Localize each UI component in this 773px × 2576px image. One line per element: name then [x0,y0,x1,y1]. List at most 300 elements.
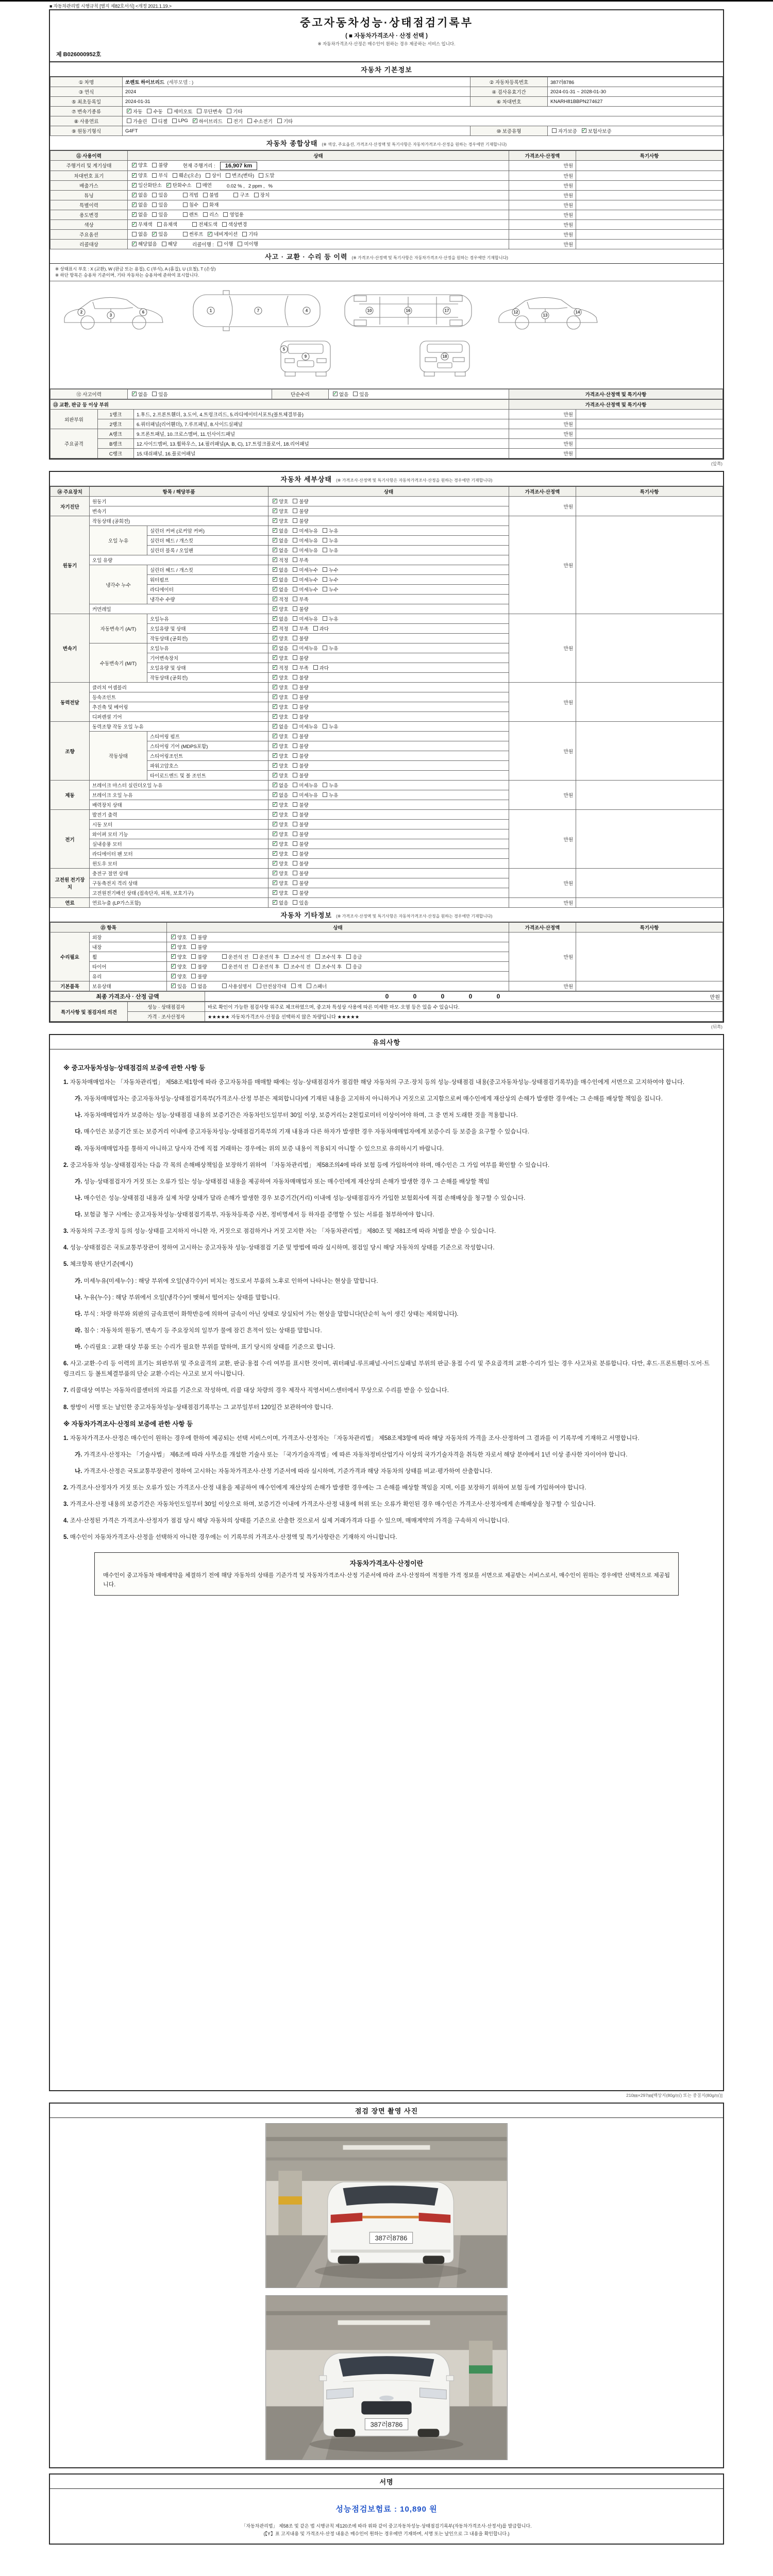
checkbox-양호[interactable] [273,517,288,524]
definition-box-text: 매수인이 중고자동차 매매계약을 체결하기 전에 해당 자동차의 상태를 기준가격 및 자동차가격조사·산정 기준서에 따라 조사·산정하여 적정한 가격 정보를 서면으로 제공받는 서비스로서, 매수인이 원하는 경우에만 선택적으로 제공됩니다. [103,1572,670,1588]
checkbox-label: 도말 [265,173,275,179]
checkbox-적정[interactable] [273,664,288,671]
checkbox-불량[interactable] [293,821,308,828]
checkbox-양호[interactable] [273,860,288,867]
checkbox-사용설명서[interactable] [222,982,252,990]
checkbox-불량[interactable] [293,517,308,524]
checkbox-불량[interactable] [293,654,308,662]
checkbox-empty-icon [222,964,227,969]
checkbox-label: 불량 [299,773,309,779]
checkbox-양호[interactable] [273,831,288,838]
checkbox-양호[interactable] [273,684,288,691]
checkbox-없음[interactable] [132,201,147,208]
checkbox-부족[interactable] [293,625,308,632]
checkbox-응급[interactable] [346,963,362,970]
notice-paragraph [75,1342,710,1352]
checkbox-불량[interactable] [191,934,207,941]
checkbox-불량[interactable] [191,943,207,951]
checkbox-없음[interactable] [273,645,288,652]
detail-col-item: 항목 / 해당부품 [90,487,268,497]
checkbox-미세누유[interactable] [293,723,318,730]
device-item-label: 타이로드엔드 및 볼 조인트 [147,771,268,781]
paragraph-number: 라. [75,1327,84,1334]
svg-text:387러8786: 387러8786 [375,2234,408,2242]
checkbox-label: 양호 [138,173,148,179]
checkbox-label: 불량 [299,606,309,613]
checkbox-label: 누유 [329,792,339,799]
checkbox-empty-icon [203,212,208,217]
device-item-label: 작동상태 (공회전) [147,634,268,643]
svg-text:5: 5 [282,347,285,352]
checkbox-label: 없음 [279,792,289,799]
checkbox-checked-icon [152,232,157,236]
checkbox-미세누유[interactable] [293,645,318,652]
notice-body [50,1049,723,2090]
checkbox-양호[interactable] [273,870,288,877]
usage-item-note [576,200,723,210]
section-etc-note: (※ 가격조사·산정액 및 특기사항은 자동차가격조사·산정을 원하는 경우에만 기재합니다) [336,914,493,919]
checkbox-운전석 전[interactable] [222,953,248,960]
checkbox-없음[interactable] [132,211,147,218]
checkbox-수소전기[interactable] [247,117,273,125]
rank-items: 6.쿼터패널(리어휀더), 7.루프패널, 8.사이드실패널 [134,419,509,429]
checkbox-label: 부족 [299,557,309,564]
checkbox-양호[interactable] [273,889,288,896]
checkbox-색상변경[interactable] [222,221,247,228]
checkbox-썬루프[interactable] [183,230,204,238]
checkbox-불량[interactable] [293,870,308,877]
checkbox-양호[interactable] [273,752,288,759]
checkbox-유채색[interactable] [157,221,178,228]
notice-paragraph [63,1532,710,1543]
price-survey-note: ※ 자동차가격조사·산정은 매수인이 원하는 경우 제공하는 서비스 입니다. [317,41,456,46]
field-label-engine: ⑨ 원동기형식 [51,126,123,136]
checkbox-label: 불량 [299,880,309,887]
checkbox-미세누유[interactable] [293,537,318,544]
checkbox-양호[interactable] [171,943,187,951]
checkbox-부족[interactable] [293,596,308,603]
checkbox-일산화탄소[interactable] [132,181,162,189]
checkbox-없음[interactable] [132,191,147,198]
etc-col-price: 가격조사·산정액 [509,923,576,933]
checkbox-불량[interactable] [293,752,308,759]
field-value-first-reg: 2024-01-31 [123,97,470,107]
checkbox-양호[interactable] [132,172,147,179]
checkbox-해당[interactable] [162,240,177,247]
checkbox-조수석 전[interactable] [284,953,310,960]
notice-paragraph [63,1499,710,1510]
checkbox-없음[interactable] [273,547,288,554]
checkbox-불량[interactable] [293,507,308,515]
opinion-table [50,1002,723,1022]
usage-item-price: 만원 [509,229,576,239]
checkbox-있음[interactable] [171,982,187,990]
checkbox-운전석 후[interactable] [253,953,279,960]
checkbox-불량[interactable] [293,772,308,779]
checkbox-양호[interactable] [273,879,288,887]
checkbox-empty-icon [191,964,196,969]
checkbox-누유[interactable] [323,615,338,622]
checkbox-LPG[interactable] [172,118,188,124]
page-mark-front: (앞쪽) [711,461,722,466]
etc-col-item: ⑮ 항목 [51,923,167,933]
checkbox-불량[interactable] [152,161,167,168]
checkbox-label: 부족 [299,626,309,632]
checkbox-양호[interactable] [171,973,187,980]
checkbox-탄화수소[interactable] [166,181,192,189]
checkbox-양호[interactable] [171,934,187,941]
opinion-text-appraiser: ★★★★★ 자동차가격조사·산정을 선택하지 않은 차량입니다 ★★★★★ [205,1012,723,1022]
checkbox-조수석 후[interactable] [315,953,342,960]
checkbox-미세누유[interactable] [293,615,318,622]
checkbox-미세누수[interactable] [293,576,318,583]
checkbox-영업용[interactable] [223,211,244,218]
checkbox-미세누수[interactable] [293,586,318,593]
checkbox-label: 양호 [279,704,289,710]
checkbox-불량[interactable] [293,684,308,691]
checkbox-과다[interactable] [313,625,329,632]
checkbox-미이행[interactable] [238,240,258,247]
rank-grade: A랭크 [98,429,134,439]
checkbox-없음[interactable] [273,576,288,583]
checkbox-empty-icon [293,822,297,826]
checkbox-label: 미세누유 [299,792,318,799]
checkbox-잭[interactable] [291,982,302,990]
checkbox-불량[interactable] [293,801,308,808]
checkbox-양호[interactable] [273,635,288,642]
checkbox-empty-icon [242,232,247,236]
checkbox-하이브리드[interactable] [193,117,223,125]
paragraph-text: 매수인은 보증기간 또는 보증거리 이내에 중고자동차성능·상태점검기록부의 기재 내용과 다른 하자가 발생한 경우 자동차매매업자에게 보증수리 등 보증을 요구할 수 있습니다. [83,1129,529,1136]
checkbox-양호[interactable] [273,762,288,769]
checkbox-없음[interactable] [273,782,288,789]
checkbox-스패너[interactable] [307,982,327,990]
checkbox-없음[interactable] [273,615,288,622]
checkbox-empty-icon [284,964,289,969]
checkbox-누수[interactable] [323,566,338,573]
checkbox-기타[interactable] [277,117,293,125]
checkbox-양호[interactable] [171,953,187,960]
checkbox-불량[interactable] [293,889,308,896]
checkbox-적정[interactable] [273,625,288,632]
checkbox-안전삼각대[interactable] [257,982,287,990]
checkbox-label: 불량 [299,861,309,867]
checkbox-label: 양호 [279,655,289,662]
checkbox-양호[interactable] [273,713,288,720]
overall-col-note: 특기사항 [576,151,723,161]
field-label-plate: ② 자동차등록번호 [470,77,548,87]
checkbox-불량[interactable] [293,703,308,710]
overall-table [50,150,723,249]
checkbox-empty-icon [313,665,318,670]
legal-line-2: (【Y】표 고지내용 및 가격조사·산정 내용은 매수인이 원하는 경우에만 기재하며, 서명 또는 날인으로 그 내용을 확인합니다.) [263,2531,510,2537]
checkbox-무단변속[interactable] [197,108,222,115]
checkbox-empty-icon [293,861,297,866]
checkbox-불량[interactable] [293,635,308,642]
checkbox-양호[interactable] [132,161,147,168]
checkbox-양호[interactable] [273,742,288,750]
checkbox-도말[interactable] [259,172,274,179]
checkbox-불량[interactable] [293,762,308,769]
checkbox-empty-icon [206,173,210,178]
checkbox-label: 누유 [329,538,339,544]
checkbox-네비게이션[interactable] [208,230,238,238]
field-value-year: 2024 [123,87,470,97]
checkbox-양호[interactable] [273,703,288,710]
checkbox-누수[interactable] [323,576,338,583]
checkbox-기타[interactable] [242,230,258,238]
checkbox-불량[interactable] [293,831,308,838]
checkbox-리스[interactable] [203,211,219,218]
checkbox-불량[interactable] [191,973,207,980]
checkbox-무채색[interactable] [132,221,153,228]
notice-paragraph [75,1326,710,1336]
checkbox-없음[interactable] [273,537,288,544]
checkbox-checked-icon [132,173,137,178]
checkbox-양호[interactable] [273,674,288,681]
checkbox-변조(변타)[interactable] [226,172,254,179]
checkbox-자가보증[interactable] [552,127,577,134]
checkbox-가솔린[interactable] [127,117,147,125]
device-group-note [576,933,723,981]
svg-text:16: 16 [406,308,411,313]
checkbox-empty-icon [293,528,297,533]
device-item-state [268,526,509,536]
checkbox-empty-icon [167,109,172,113]
checkbox-양호[interactable] [273,498,288,505]
checkbox-empty-icon [293,685,297,689]
checkbox-있음[interactable] [152,191,167,198]
checkbox-미세누유[interactable] [293,782,318,789]
checkbox-불량[interactable] [293,860,308,867]
checkbox-label: 있음 [158,212,168,218]
checkbox-양호[interactable] [273,801,288,808]
device-row [51,722,723,732]
checkbox-미세누유[interactable] [293,547,318,554]
checkbox-부족[interactable] [293,556,308,564]
checkbox-label: 없음 [138,232,148,238]
checkbox-미세누유[interactable] [293,527,318,534]
checkbox-label: 무단변속 [203,109,223,115]
checkbox-운전석 전[interactable] [222,963,248,970]
checkbox-누유[interactable] [323,645,338,652]
checkbox-checked-icon [132,193,137,197]
checkbox-empty-icon [323,587,327,591]
checkbox-checked-icon [273,509,277,513]
device-row [51,614,723,624]
checkbox-checked-icon [273,675,277,680]
usage-item-label: 차대번호 표기 [51,171,128,180]
checkbox-checked-icon [273,704,277,709]
checkbox-불량[interactable] [293,713,308,720]
checkbox-없음[interactable] [132,230,147,238]
checkbox-없음[interactable] [132,391,147,398]
checkbox-구조[interactable] [233,191,249,198]
checkbox-양호[interactable] [273,654,288,662]
checkbox-label: 없음 [279,538,289,544]
device-group-price: 만원 [509,933,576,981]
checkbox-불량[interactable] [293,733,308,740]
checkbox-label: 미세누유 [299,528,318,534]
overall-row [51,171,723,180]
car-damage-diagram [50,281,723,389]
checkbox-label: 미세누유 [299,538,318,544]
checkbox-있음[interactable] [353,391,368,398]
checkbox-있음[interactable] [152,211,167,218]
checkbox-없음[interactable] [273,566,288,573]
checkbox-침수[interactable] [183,201,198,208]
checkbox-적법[interactable] [183,191,198,198]
svg-text:3: 3 [109,313,112,318]
checkbox-있음[interactable] [152,391,167,398]
checkbox-장치[interactable] [254,191,270,198]
checkbox-부식[interactable] [152,172,167,179]
checkbox-누유[interactable] [323,537,338,544]
checkbox-수동[interactable] [147,108,162,115]
checkbox-불량[interactable] [293,879,308,887]
checkbox-없음[interactable] [273,899,288,906]
device-group-label: 연료 [51,898,90,908]
checkbox-매연[interactable] [196,181,212,189]
notice-paragraph [75,1309,710,1319]
checkbox-label: 양호 [279,499,289,505]
field-value-plate: 387러8786 [548,77,723,87]
checkbox-디젤[interactable] [152,117,167,125]
checkbox-불량[interactable] [293,498,308,505]
checkbox-전기[interactable] [227,117,243,125]
paragraph-number: 가. [75,1178,84,1185]
checkbox-양호[interactable] [273,840,288,848]
checkbox-불법[interactable] [203,191,219,198]
checkbox-상이[interactable] [206,172,221,179]
checkbox-불량[interactable] [293,742,308,750]
checkbox-있음[interactable] [293,899,308,906]
checkbox-세미오토[interactable] [167,108,193,115]
checkbox-없음[interactable] [273,791,288,799]
checkbox-렌트[interactable] [183,211,198,218]
checkbox-적정[interactable] [273,596,288,603]
checkbox-불량[interactable] [293,840,308,848]
checkbox-없음[interactable] [333,391,348,398]
checkbox-보험사보증[interactable] [582,127,612,134]
checkbox-누유[interactable] [323,723,338,730]
checkbox-불량[interactable] [293,693,308,701]
checkbox-empty-icon [293,841,297,846]
final-price-unit: 만원 [710,994,720,1001]
checkbox-불량[interactable] [293,850,308,857]
checkbox-label: 있음 [359,392,369,398]
checkbox-label: 변조(변타) [232,173,255,179]
checkbox-label: 불량 [299,509,309,515]
checkbox-label: 없음 [339,392,349,398]
device-item-state [268,663,509,673]
usage-item-price: 만원 [509,239,576,249]
checkbox-미세누유[interactable] [293,791,318,799]
checkbox-전체도색[interactable] [192,221,217,228]
checkbox-없음[interactable] [273,723,288,730]
notice-paragraph [75,1450,710,1460]
field-label-vin: ⑥ 차대번호 [470,97,548,107]
checkbox-없음[interactable] [191,982,207,990]
checkbox-불량[interactable] [293,674,308,681]
checkbox-양호[interactable] [171,963,187,970]
checkbox-불량[interactable] [293,605,308,613]
checkbox-조수석 후[interactable] [315,963,342,970]
checkbox-양호[interactable] [273,733,288,740]
checkbox-없음[interactable] [273,527,288,534]
checkbox-조수석 전[interactable] [284,963,310,970]
checkbox-양호[interactable] [273,850,288,857]
checkbox-과다[interactable] [313,664,329,671]
device-group-label: 제동 [51,781,90,810]
checkbox-empty-icon [293,802,297,807]
checkbox-누수[interactable] [323,586,338,593]
checkbox-있음[interactable] [152,230,167,238]
checkbox-label: 유채색 [163,222,178,228]
checkbox-label: 누유 [329,724,339,730]
checkbox-label: 없음 [279,587,289,593]
checkbox-checked-icon [273,606,277,611]
checkbox-부족[interactable] [293,664,308,671]
checkbox-불량[interactable] [293,811,308,818]
checkbox-누유[interactable] [323,527,338,534]
checkbox-이행[interactable] [217,240,233,247]
checkbox-label: 양호 [279,734,289,740]
checkbox-label: 조수석 전 [290,964,311,970]
checkbox-미세누수[interactable] [293,566,318,573]
svg-text:10: 10 [367,308,372,313]
checkbox-해당없음[interactable] [132,240,157,247]
checkbox-label: 불량 [197,944,207,951]
checkbox-label: 양호 [279,694,289,701]
checkbox-화재[interactable] [203,201,219,208]
checkbox-양호[interactable] [273,821,288,828]
field-label-valid: ④ 검사유효기간 [470,87,548,97]
checkbox-누유[interactable] [323,547,338,554]
checkbox-누유[interactable] [323,782,338,789]
checkbox-양호[interactable] [273,605,288,613]
checkbox-양호[interactable] [273,693,288,701]
overall-row [51,239,723,249]
simple-repair-options [329,389,509,399]
checkbox-불량[interactable] [191,963,207,970]
svg-text:1: 1 [209,308,212,313]
checkbox-양호[interactable] [273,507,288,515]
checkbox-empty-icon [293,616,297,621]
checkbox-기타[interactable] [227,108,242,115]
notice-paragraph [63,1433,710,1444]
checkbox-불량[interactable] [191,953,207,960]
checkbox-적정[interactable] [273,556,288,564]
device-group-price: 만원 [509,981,576,991]
checkbox-응급[interactable] [346,953,362,960]
device-group-note [576,981,723,991]
checkbox-checked-icon [582,128,586,133]
checkbox-checked-icon [273,841,277,846]
checkbox-empty-icon [277,118,282,123]
checkbox-label: 훼손(오손) [178,173,201,179]
checkbox-누유[interactable] [323,791,338,799]
checkbox-자동[interactable] [127,108,142,115]
checkbox-있음[interactable] [152,201,167,208]
checkbox-양호[interactable] [273,811,288,818]
checkbox-운전석 후[interactable] [253,963,279,970]
checkbox-없음[interactable] [273,586,288,593]
checkbox-양호[interactable] [273,772,288,779]
device-sub-label: 자동변속기 (A/T) [90,614,147,643]
rank-row [51,439,723,449]
checkbox-훼손(오손)[interactable] [173,172,201,179]
